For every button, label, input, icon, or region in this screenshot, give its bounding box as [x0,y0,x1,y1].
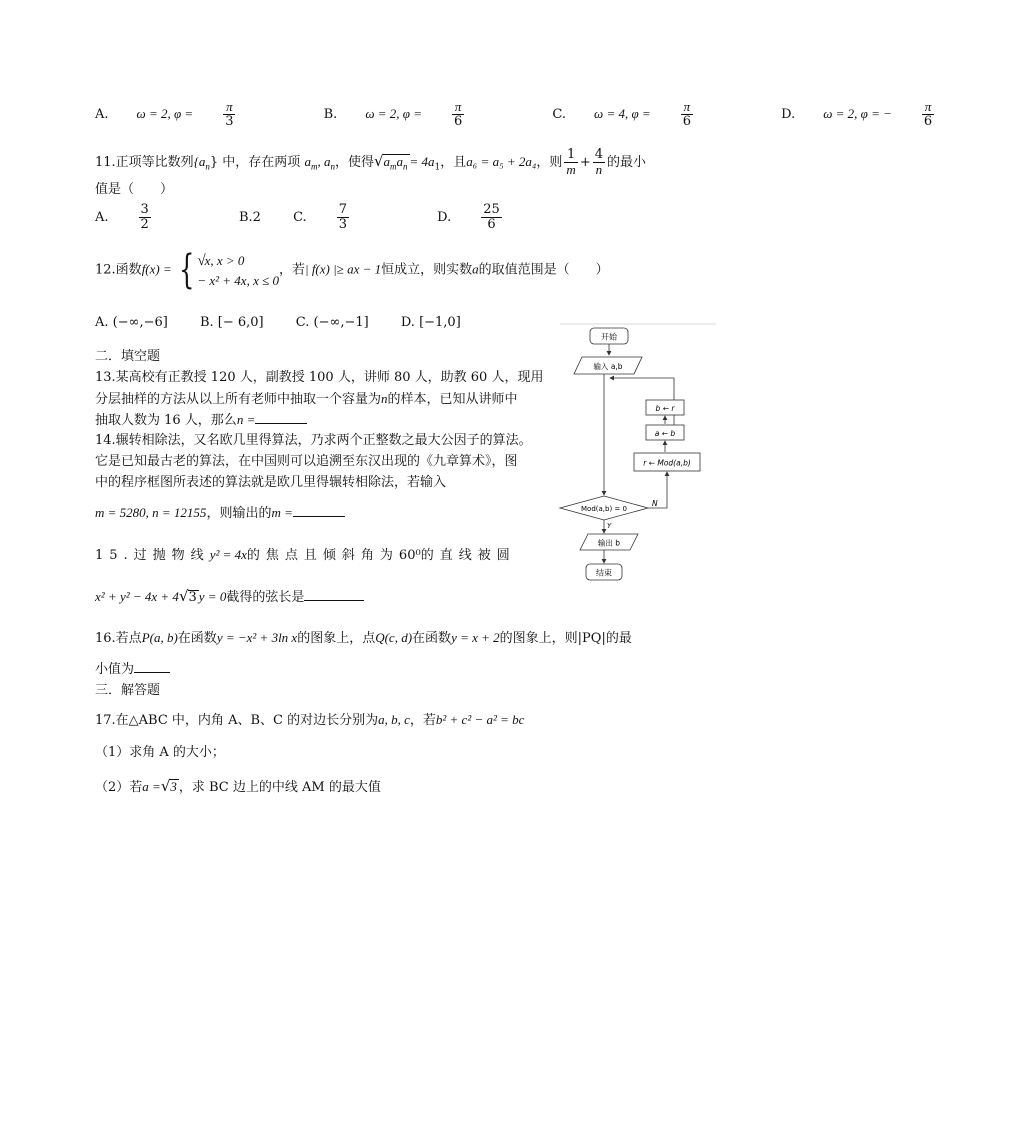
flow-output-label: 输出 b [597,538,621,548]
q13-line1: 13.某高校有正教授 120 人，副教授 100 人，讲师 80 人，助教 60 人，现用 [95,370,544,385]
q10-option-c: C. ω = 4, φ = $\frac{\pi}{6}$ [552,99,691,129]
q17-stem: 17.在△ABC 中，内角 A、B、C 的对边长分别为a, b, c，若b² + c² − a² = bc [95,712,525,728]
q12-options [95,313,489,333]
flow-mod-label: r ← Mod(a,b) [643,458,691,468]
q12-option-b: B. [− 6,0] [199,315,264,330]
q11-options [95,203,586,232]
q17-part1: （1）求角 A 的大小； [95,745,225,760]
q12-stem: 12.函数f(x) = { √x, x > 0 − x² + 4x, x ≤ 0 ，若| f(x) |≥ ax − 1恒成立，则实数a的取值范围是（ ） [95,247,609,293]
flow-yes-label: Y [607,522,612,530]
q16-line2: 小值为 [95,660,170,680]
q16-answer-blank [134,660,170,673]
flow-start-label: 开始 [601,332,617,342]
q15-line1: 15.过抛物线y² = 4x的焦点且倾斜角为60⁰的直线被圆 [95,547,516,563]
q14-answer-blank [293,504,345,517]
q16-line1: 16.若点P(a, b)在函数y = −x² + 3ln x的图象上，点Q(c, d)在函数y = x + 2的图象上，则|PQ|的最 [95,630,632,646]
q12-option-a: A. (−∞,−6] [95,315,168,330]
section-solve-heading: 三．解答题 [95,683,161,698]
q11-option-c: C. $\frac{7}{3}$ [293,202,347,232]
flow-assign-a-label: a ← b [654,429,676,438]
q15-answer-blank [304,588,364,601]
q14-line4: m = 5280, n = 12155，则输出的m = [95,503,345,524]
q13-line3: 抽取人数为 16 人，那么n = [95,410,307,431]
q10-option-d: D. ω = 2, φ = − $\frac{\pi}{6}$ [781,99,933,129]
q17-part2: （2）若a =√3 ，求 BC 边上的中线 AM 的最大值 [95,777,381,795]
q12-option-c: C. (−∞,−1] [295,315,369,330]
q14-line3: 中的程序框图所表述的算法就是欧几里得辗转相除法，若输入 [95,475,447,490]
q15-line2: x² + y² − 4x + 4√3 y = 0截得的弦长是 [95,586,364,608]
flow-no-label: N [652,499,658,508]
q11-option-d: D. $\frac{25}{6}$ [437,202,500,232]
section-fill-in-heading: 二．填空题 [95,349,161,364]
q12-option-d: D. [−1,0] [400,315,461,330]
q13-line2: 分层抽样的方法从以上所有老师中抽取一个容量为n的样本，已知从讲师中 [95,391,518,407]
euclid-flowchart [560,322,720,592]
flow-assign-b-label: b ← r [655,404,675,413]
q13-answer-blank [255,411,307,424]
q11-option-a: A. $\frac{3}{2}$ [95,202,149,232]
flow-condition-label: Mod(a,b) = 0 [581,505,627,513]
q11-stem-line2: 值是（ ） [95,182,174,197]
q14-line1: 14.辗转相除法，又名欧几里得算法，乃求两个正整数之最大公因子的算法。 [95,433,532,448]
q10-option-a: A. ω = 2, φ = $\frac{\pi}{3}$ [95,99,234,129]
q10-options [95,100,1018,129]
q14-line2: 它是已知最古老的算法，在中国则可以追溯至东汉出现的《九章算术》，图 [95,454,518,469]
flow-end-label: 结束 [596,568,612,578]
q10-option-b: B. ω = 2, φ = $\frac{\pi}{6}$ [323,99,463,129]
flow-input-label: 输入 a,b [593,362,623,371]
q11-stem: 11.正项等比数列$\{a_n\}$ 中，存在两项 $a_m$, $a_n$，使得$√a_ma_n = 4a_1$，且a₆ = a₅ + 2a₄，则 $\frac{1}{m}$ + $\frac{4}{n}$ 的最小 [95,147,647,177]
q11-option-b: B.2 [238,210,261,225]
